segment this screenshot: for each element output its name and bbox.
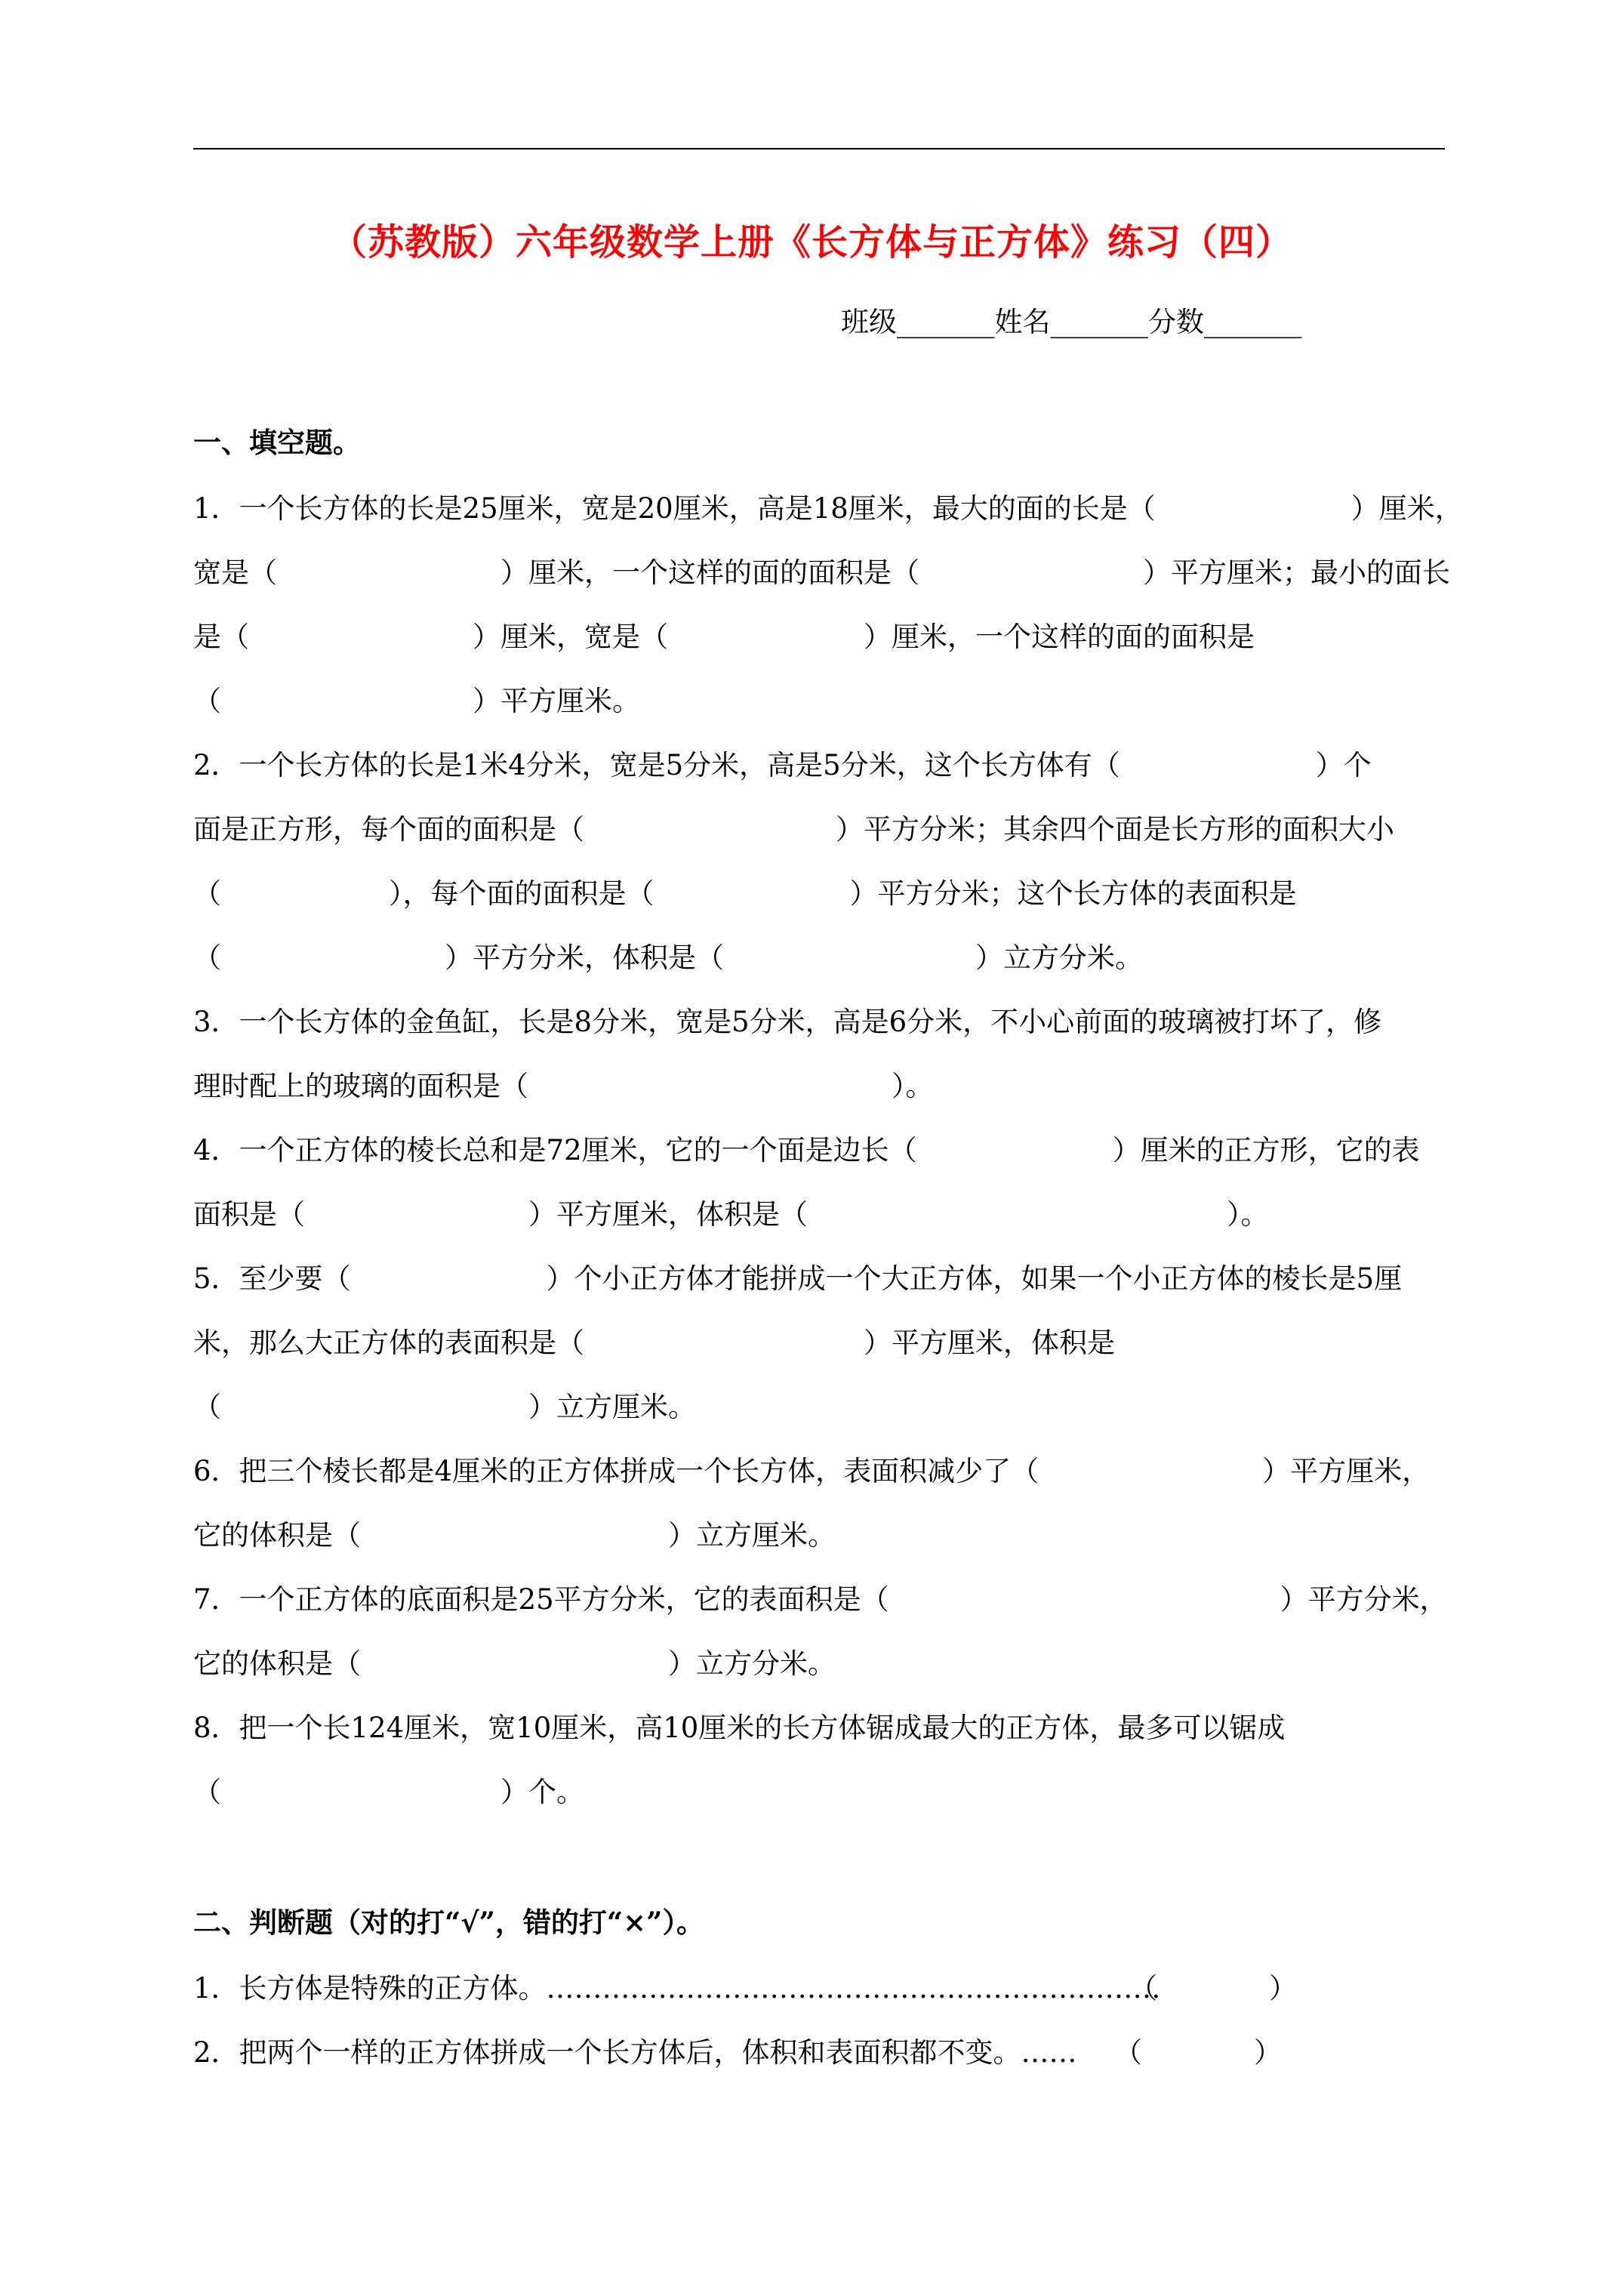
fill-line-5: 2．一个长方体的长是1米4分米，宽是5分米，高是5分米，这个长方体有（ ）个	[193, 749, 1372, 781]
fill-line-11: 4．一个正方体的棱长总和是72厘米，它的一个面是边长（ ）厘米的正方形，它的表	[193, 1134, 1420, 1166]
fill-line-6: 面是正方形，每个面的面积是（ ）平方分米；其余四个面是长方形的面积大小	[193, 813, 1394, 846]
judge-item-1-text: 1．长方体是特殊的正方体。…………………………………………………………	[193, 1972, 1161, 2005]
header-rule	[193, 148, 1445, 149]
fill-line-14: 米，那么大正方体的表面积是（ ）平方厘米，体积是	[193, 1327, 1115, 1359]
fill-line-19: 它的体积是（ ）立方分米。	[193, 1647, 836, 1680]
judge-item-2-blank[interactable]: （ ）	[1114, 2036, 1282, 2069]
section1-heading: 一、填空题。	[193, 426, 361, 459]
fill-line-10: 理时配上的玻璃的面积是（ ）。	[193, 1070, 934, 1102]
student-info-line: 班级_______姓名_______分数_______	[841, 306, 1302, 338]
fill-line-18: 7．一个正方体的底面积是25平方分米，它的表面积是（ ）平方分米，	[193, 1583, 1448, 1616]
fill-line-16: 6．把三个棱长都是4厘米的正方体拼成一个长方体，表面积减少了（ ）平方厘米，	[193, 1455, 1431, 1487]
fill-line-20: 8．把一个长124厘米，宽10厘米，高10厘米的长方体锯成最大的正方体，最多可以锯成	[193, 1712, 1286, 1744]
fill-line-12: 面积是（ ）平方厘米，体积是（ ）。	[193, 1198, 1269, 1231]
fill-line-17: 它的体积是（ ）立方厘米。	[193, 1519, 836, 1552]
fill-line-2: 宽是（ ）厘米，一个这样的面的面积是（ ）平方厘米；最小的面长	[193, 556, 1450, 589]
page-title: （苏教版）六年级数学上册《长方体与正方体》练习（四）	[330, 221, 1292, 264]
section2-heading: 二、判断题（对的打“√”，错的打“×”）。	[193, 1906, 704, 1939]
fill-line-1: 1．一个长方体的长是25厘米，宽是20厘米，高是18厘米，最大的面的长是（ ）厘米，	[193, 492, 1463, 525]
fill-line-13: 5．至少要（ ）个小正方体才能拼成一个大正方体，如果一个小正方体的棱长是5厘	[193, 1262, 1403, 1295]
fill-line-9: 3．一个长方体的金鱼缸，长是8分米，宽是5分米，高是6分米，不小心前面的玻璃被打坏了，修	[193, 1006, 1382, 1038]
fill-line-7: （ ），每个面的面积是（ ）平方分米；这个长方体的表面积是	[193, 877, 1297, 910]
judge-item-1-blank[interactable]: （ ）	[1129, 1972, 1297, 2005]
fill-line-21: （ ）个。	[193, 1776, 584, 1808]
fill-line-3: 是（ ）厘米，宽是（ ）厘米，一个这样的面的面积是	[193, 621, 1255, 653]
fill-line-15: （ ）立方厘米。	[193, 1391, 696, 1423]
judge-item-2-text: 2．把两个一样的正方体拼成一个长方体后，体积和表面积都不变。……	[193, 2036, 1077, 2069]
fill-line-8: （ ）平方分米，体积是（ ）立方分米。	[193, 942, 1143, 974]
fill-line-4: （ ）平方厘米。	[193, 685, 640, 717]
